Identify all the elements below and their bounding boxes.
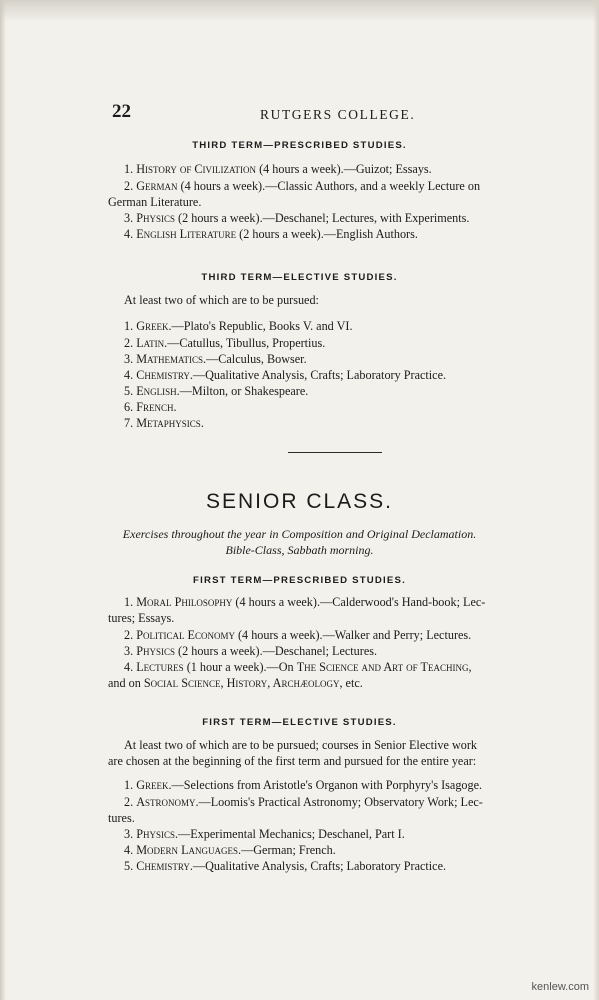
prescribed-item bbox=[124, 210, 469, 226]
elective-intro-continuation: are chosen at the beginning of the first term and pursued for the entire year: bbox=[108, 754, 477, 768]
prescribed-item bbox=[124, 161, 432, 177]
watermark: kenlew.com bbox=[531, 981, 589, 993]
item-subject: Greek. bbox=[136, 319, 172, 333]
item-description: —Selections from Aristotle's Organon with Porphyry's Isagoge. bbox=[171, 778, 483, 792]
page-header bbox=[112, 101, 492, 127]
item-number: 5. bbox=[124, 859, 134, 873]
section-heading-first-elective: FIRST TERM—ELECTIVE STUDIES. bbox=[202, 717, 397, 728]
item-description: (4 hours a week).—Walker and Perry; Lectures. bbox=[234, 628, 472, 642]
item-description: —Qualitative Analysis, Crafts; Laboratory Practice. bbox=[192, 368, 447, 382]
item-subject: English Literature bbox=[136, 227, 237, 241]
elective-item bbox=[124, 794, 483, 810]
prescribed-item: 4. Lectures (1 hour a week).—On The Science and Art of Teaching, bbox=[124, 660, 472, 674]
section-heading-third-elective: THIRD TERM—ELECTIVE STUDIES. bbox=[201, 272, 398, 283]
class-title: SENIOR CLASS. bbox=[205, 490, 394, 513]
item-description: —Experimental Mechanics; Deschanel, Part I. bbox=[178, 827, 405, 841]
item-number: 1. bbox=[124, 162, 134, 176]
item-number: 1. bbox=[124, 319, 134, 333]
elective-item bbox=[124, 318, 353, 334]
item-description: (1 hour a week).—On bbox=[183, 660, 297, 674]
item-subject: Astronomy. bbox=[136, 795, 199, 809]
item-continuation: German Literature. bbox=[108, 195, 202, 209]
section-divider bbox=[288, 452, 382, 453]
scan-shadow-top bbox=[0, 0, 599, 22]
item-number: 1. bbox=[124, 778, 134, 792]
item-subject: History of Civilization bbox=[136, 162, 257, 176]
item-subject: Physics bbox=[136, 211, 175, 225]
item-number: 3. bbox=[124, 827, 134, 841]
prescribed-item bbox=[124, 178, 480, 194]
item-description: —Loomis's Practical Astronomy; Observatory Work; Lec- bbox=[198, 795, 483, 809]
item-number: 4. bbox=[124, 227, 134, 241]
prescribed-item bbox=[124, 643, 377, 659]
item-description: —Catullus, Tibullus, Propertius. bbox=[167, 336, 326, 350]
item-subject: French. bbox=[136, 400, 177, 414]
bible-class-note: Bible-Class, Sabbath morning. bbox=[225, 543, 374, 557]
item-subject: Lectures bbox=[136, 660, 184, 674]
item-continuation: tures; Essays. bbox=[108, 611, 175, 625]
item-topic: The Science and Art of Teaching bbox=[296, 660, 469, 674]
item-description: (2 hours a week).—Deschanel; Lectures, with Experiments. bbox=[174, 211, 470, 225]
prescribed-item bbox=[124, 627, 471, 643]
item-subject: Physics. bbox=[136, 827, 179, 841]
item-description: —Milton, or Shakespeare. bbox=[179, 384, 309, 398]
prescribed-item bbox=[124, 594, 485, 610]
item-number: 2. bbox=[124, 628, 134, 642]
exercises-note: Exercises throughout the year in Composition and Original Declamation. bbox=[122, 527, 477, 541]
item-subject: Modern Languages. bbox=[136, 843, 242, 857]
section-heading-first-prescribed: FIRST TERM—PRESCRIBED STUDIES. bbox=[193, 575, 406, 586]
item-description: —Plato's Republic, Books V. and VI. bbox=[171, 319, 353, 333]
item-subject: Chemistry. bbox=[136, 859, 193, 873]
item-number: 4. bbox=[124, 660, 134, 674]
item-subject: Mathematics. bbox=[136, 352, 207, 366]
continuation-prefix: and on bbox=[108, 676, 144, 690]
elective-item bbox=[124, 826, 405, 842]
elective-item bbox=[124, 399, 177, 415]
item-continuation bbox=[108, 675, 363, 691]
item-subject: Chemistry. bbox=[136, 368, 193, 382]
item-number: 2. bbox=[124, 336, 134, 350]
item-topic: Social Science, History, Archæology bbox=[143, 676, 340, 690]
elective-item bbox=[124, 351, 307, 367]
item-description: (4 hours a week).—Calderwood's Hand-book; Lec- bbox=[232, 595, 486, 609]
item-description: (2 hours a week).—English Authors. bbox=[236, 227, 418, 241]
elective-item bbox=[124, 842, 336, 858]
item-subject: English. bbox=[136, 384, 180, 398]
item-number: 6. bbox=[124, 400, 134, 414]
elective-item bbox=[124, 858, 446, 874]
item-description: —Calculus, Bowser. bbox=[206, 352, 307, 366]
item-number: 3. bbox=[124, 352, 134, 366]
item-number: 5. bbox=[124, 384, 134, 398]
item-description: —Qualitative Analysis, Crafts; Laboratory Practice. bbox=[192, 859, 447, 873]
item-number: 7. bbox=[124, 416, 134, 430]
item-subject: Greek. bbox=[136, 778, 172, 792]
item-subject: Metaphysics. bbox=[136, 416, 204, 430]
page-number: 22 bbox=[112, 101, 131, 122]
section-heading-third-prescribed: THIRD TERM—PRESCRIBED STUDIES. bbox=[192, 140, 407, 151]
running-head: RUTGERS COLLEGE. bbox=[260, 107, 416, 122]
item-description: —German; French. bbox=[241, 843, 336, 857]
prescribed-item bbox=[124, 226, 418, 242]
elective-item bbox=[124, 335, 325, 351]
item-description: (4 hours a week).—Classic Authors, and a weekly Lecture on bbox=[177, 179, 481, 193]
item-subject: Latin. bbox=[136, 336, 168, 350]
item-number: 4. bbox=[124, 843, 134, 857]
item-description: (4 hours a week).—Guizot; Essays. bbox=[256, 162, 432, 176]
elective-item bbox=[124, 367, 446, 383]
item-continuation: tures. bbox=[108, 811, 135, 825]
item-number: 3. bbox=[124, 211, 134, 225]
item-description: (2 hours a week).—Deschanel; Lectures. bbox=[174, 644, 378, 658]
item-number: 4. bbox=[124, 368, 134, 382]
elective-intro: At least two of which are to be pursued: bbox=[124, 293, 319, 307]
elective-item bbox=[124, 415, 204, 431]
item-subject: Political Economy bbox=[136, 628, 235, 642]
item-number: 2. bbox=[124, 179, 134, 193]
elective-item bbox=[124, 383, 308, 399]
item-subject: Moral Philosophy bbox=[136, 595, 233, 609]
elective-item bbox=[124, 777, 482, 793]
item-number: 2. bbox=[124, 795, 134, 809]
item-number: 3. bbox=[124, 644, 134, 658]
item-number: 1. bbox=[124, 595, 134, 609]
elective-intro: At least two of which are to be pursued; courses in Senior Elective work bbox=[124, 738, 478, 752]
item-subject: German bbox=[136, 179, 178, 193]
continuation-suffix: , etc. bbox=[339, 676, 363, 690]
item-subject: Physics bbox=[136, 644, 175, 658]
